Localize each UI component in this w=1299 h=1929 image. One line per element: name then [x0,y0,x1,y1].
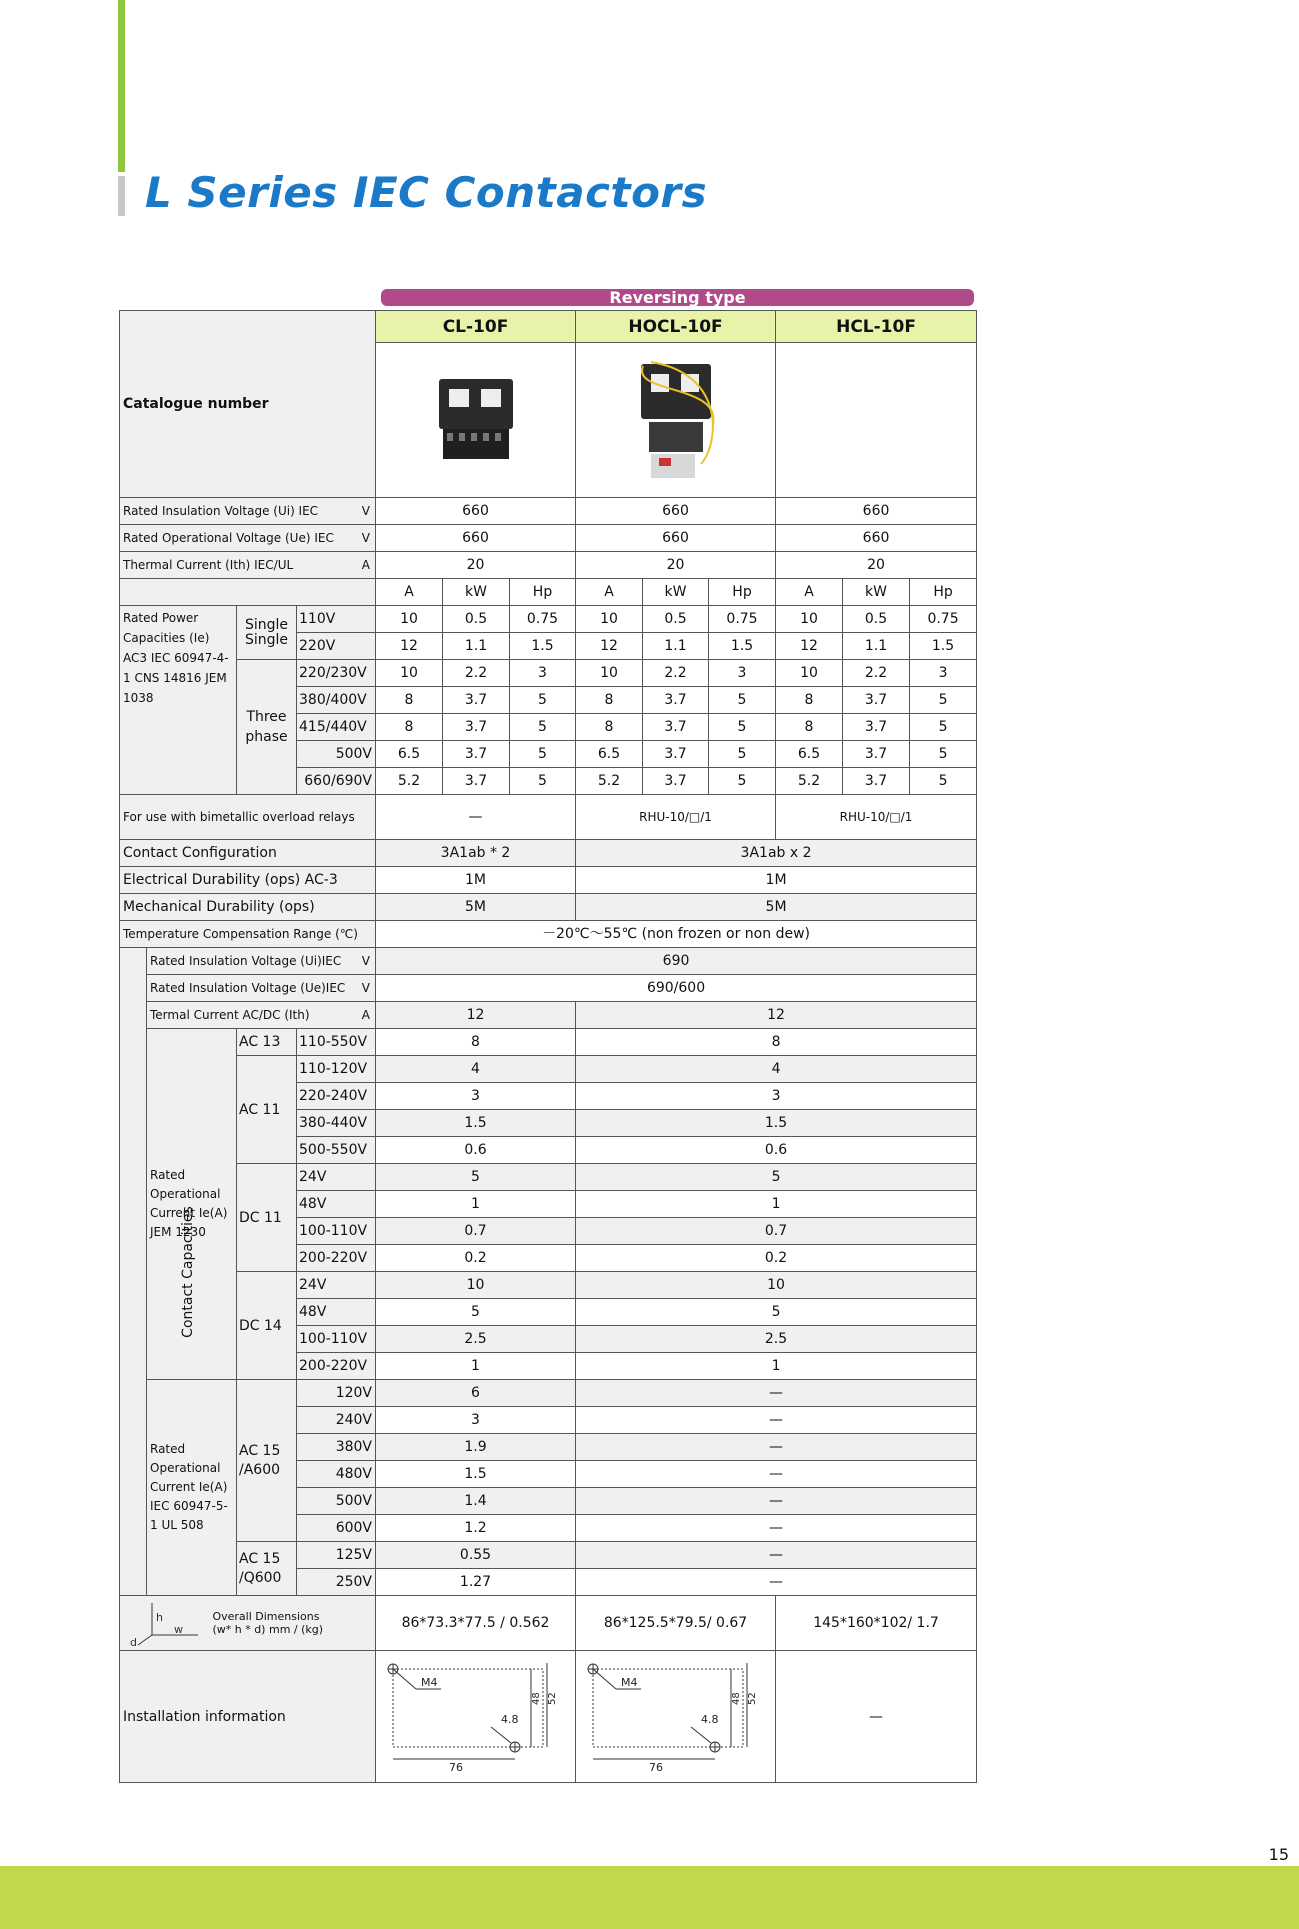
reversing-type-banner: Reversing type [381,289,974,306]
accent-bar [118,0,125,172]
svg-text:52: 52 [746,1692,758,1705]
svg-text:h: h [156,1611,163,1624]
overload-relay-row: For use with bimetallic overload relays — RHU-10/□/1 RHU-10/□/1 [120,795,977,840]
model-hcl-10f: HCL-10F [776,311,977,343]
spec-table [119,310,977,1783]
svg-text:48: 48 [530,1692,542,1705]
electrical-durability-row: Electrical Durability (ops) AC-3 1M 1M [120,867,977,894]
ac15q-row: AC 15 /Q600 125V 0.55 — [120,1542,977,1569]
ac15a-row: 500V 1.4 — [120,1488,977,1515]
ul-508-label: Rated Operational Current Ie(A) IEC 60947-5-1 UL 508 [147,1380,237,1596]
contact-config-row: Contact Configuration 3A1ab * 2 3A1ab x 2 [120,840,977,867]
dc14-row: 100-110V 2.5 2.5 [120,1326,977,1353]
svg-text:M4: M4 [420,1676,438,1689]
svg-text:4.8: 4.8 [700,1713,719,1726]
power-row: 220V 12 1.1 1.5 12 1.1 1.5 12 1.1 1.5 [120,633,977,660]
dc11-row: DC 11 24V 5 5 [120,1164,977,1191]
dimension-axes-icon [122,1599,208,1647]
ac11-row: 220-240V 3 3 [120,1083,977,1110]
ac15a-row: 480V 1.5 — [120,1461,977,1488]
dc14-row: DC 14 24V 10 10 [120,1272,977,1299]
ac11-row: 380-440V 1.5 1.5 [120,1110,977,1137]
model-cl-10f: CL-10F [376,311,576,343]
svg-text:76: 76 [448,1761,463,1774]
svg-text:52: 52 [546,1692,558,1705]
three-phase-label: Three phase [237,660,297,795]
model-hocl-10f: HOCL-10F [576,311,776,343]
contact-capacities-label: Contact Capacities [120,948,147,1596]
accent-bar-gray [118,176,125,216]
mounting-drawing-cl-10f [376,1651,576,1783]
installation-row: Installation information M4 4.8 48 52 76 M4 4.8 48 52 76 — [120,1651,977,1783]
dc14-row: 200-220V 1 1 [120,1353,977,1380]
svg-text:M4: M4 [620,1676,638,1689]
power-row: Rated Power Capacities (Ie) AC3 IEC 60947-4-1 CNS 14816 JEM 1038 Single Single 110V 10 0.5 0.75 10 0.5 0.75 10 0.5 0.75 [120,606,977,633]
single-phase-label: Single Single [237,606,297,660]
rated-row: Rated Operational Voltage (Ue) IEC V 660 660 660 [120,525,977,552]
svg-text:76: 76 [648,1761,663,1774]
termal-current-row: Termal Current AC/DC (Ith) A 12 12 [120,1002,977,1029]
svg-text:w: w [174,1623,183,1636]
product-photo-cl-10f [376,343,576,498]
jem-1230-label: Rated Operational Current Ie(A) JEM 1230 [147,1029,237,1380]
power-units-row: A kW Hp A kW Hp A kW Hp [120,579,977,606]
power-row: 500V 6.5 3.7 5 6.5 3.7 5 6.5 3.7 5 [120,741,977,768]
power-row: 660/690V 5.2 3.7 5 5.2 3.7 5 5.2 3.7 5 [120,768,977,795]
rated-row: Rated Insulation Voltage (Ui) IEC V 660 660 660 [120,498,977,525]
rated-power-label: Rated Power Capacities (Ie) AC3 IEC 60947-4-1 CNS 14816 JEM 1038 [120,606,237,795]
dc11-row: 100-110V 0.7 0.7 [120,1218,977,1245]
ac15a-row: 600V 1.2 — [120,1515,977,1542]
ac15a-row: Rated Operational Current Ie(A) IEC 60947-5-1 UL 508 AC 15 /A600 120V 6 — [120,1380,977,1407]
page-number: 15 [1268,1845,1289,1864]
ac13-row: Rated Operational Current Ie(A) JEM 1230 AC 13 110-550V 8 8 [120,1029,977,1056]
ac11-row: 500-550V 0.6 0.6 [120,1137,977,1164]
ac15q-row: 250V 1.27 — [120,1569,977,1596]
mounting-drawing-hocl-10f [576,1651,776,1783]
svg-text:4.8: 4.8 [500,1713,519,1726]
temperature-row: Temperature Compensation Range (℃) －20℃～55℃ (non frozen or non dew) [120,921,977,948]
dc11-row: 48V 1 1 [120,1191,977,1218]
aux-row: Rated Insulation Voltage (Ue)IEC V 690/600 [120,975,977,1002]
mechanical-durability-row: Mechanical Durability (ops) 5M 5M [120,894,977,921]
power-row: Three phase 220/230V 10 2.2 3 10 2.2 3 10 2.2 3 [120,660,977,687]
svg-text:d: d [130,1636,137,1649]
catalogue-number-label: Catalogue number [120,311,376,498]
product-photo-hocl-10f [576,343,776,498]
product-photo-hcl-10f [776,343,977,498]
dc14-row: 48V 5 5 [120,1299,977,1326]
dimensions-row: h w d Overall Dimensions (w* h * d) mm / (kg) 86*73.3*77.5 / 0.562 86*125.5*79.5/ 0.67 145*160*102/ 1.7 [120,1596,977,1651]
power-row: 415/440V 8 3.7 5 8 3.7 5 8 3.7 5 [120,714,977,741]
power-row: 380/400V 8 3.7 5 8 3.7 5 8 3.7 5 [120,687,977,714]
model-header-row [120,311,977,343]
rated-row: Thermal Current (Ith) IEC/UL A 20 20 20 [120,552,977,579]
page-title: L Series IEC Contactors [145,168,708,217]
aux-row: Contact Capacities Rated Insulation Voltage (Ui)IEC V 690 [120,948,977,975]
ac11-row: AC 11 110-120V 4 4 [120,1056,977,1083]
ac15a-row: 380V 1.9 — [120,1434,977,1461]
svg-text:48: 48 [730,1692,742,1705]
ac15a-row: 240V 3 — [120,1407,977,1434]
footer-bar [0,1866,1299,1929]
dc11-row: 200-220V 0.2 0.2 [120,1245,977,1272]
